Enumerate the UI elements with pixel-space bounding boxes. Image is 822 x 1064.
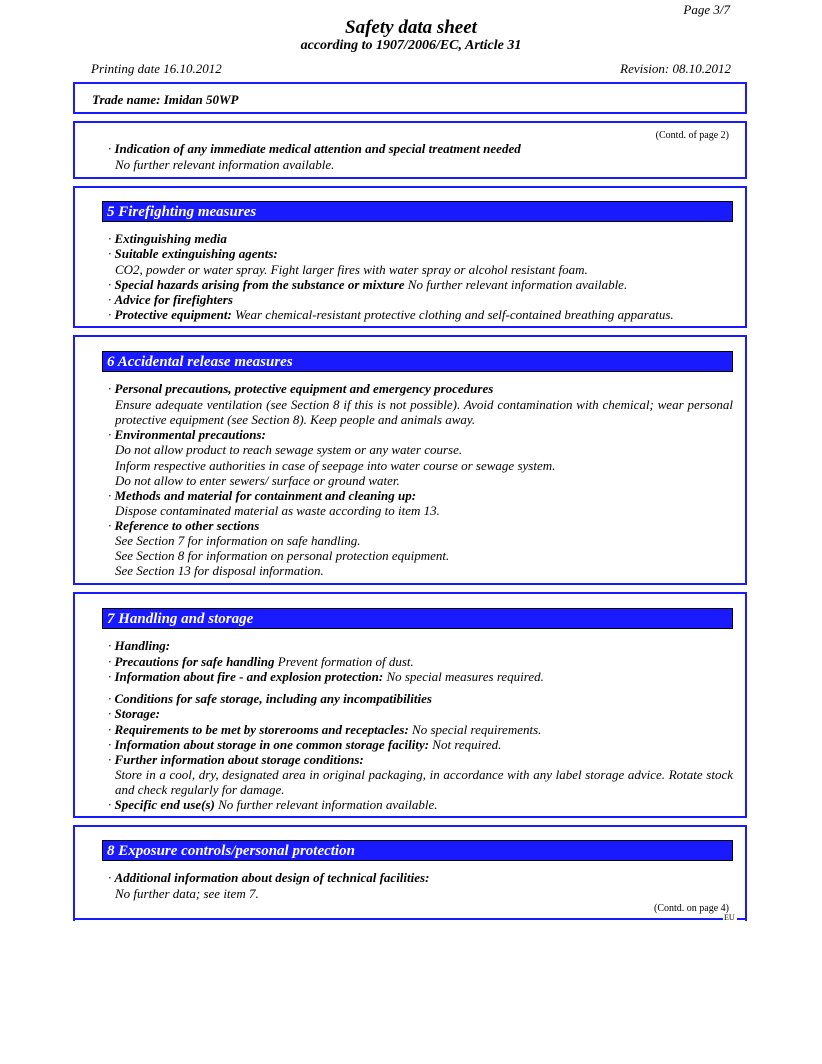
printing-date: Printing date 16.10.2012 (91, 61, 222, 76)
protective-equipment: · Protective equipment: Wear chemical-resistant protective clothing and self-contained breathing apparatus. (108, 307, 674, 322)
technical-facilities-label: · Additional information about design of technical facilities: (108, 870, 430, 885)
ref-line-1: See Section 7 for information on safe handling. (115, 533, 361, 548)
section4-text: No further relevant information available. (115, 157, 335, 172)
env-precautions-label: · Environmental precautions: (108, 427, 266, 442)
storeroom-requirements: · Requirements to be met by storerooms and receptacles: No special requirements. (108, 722, 542, 737)
extinguishing-media: · Extinguishing media (108, 231, 227, 246)
common-storage-info: · Information about storage in one common storage facility: Not required. (108, 737, 502, 752)
ref-line-2: See Section 8 for information on personal protection equipment. (115, 548, 450, 563)
trade-name-box (73, 82, 747, 114)
storage-label: · Storage: (108, 706, 160, 721)
personal-precautions-label: · Personal precautions, protective equipment and emergency procedures (108, 381, 494, 396)
suitable-agents-label: · Suitable extinguishing agents: (108, 246, 278, 261)
methods-label: · Methods and material for containment and cleaning up: (108, 488, 417, 503)
page-number: Page 3/7 (683, 2, 730, 17)
eu-marker: EU (724, 913, 735, 922)
trade-name: Trade name: Imidan 50WP (92, 92, 239, 107)
further-storage-label: · Further information about storage conditions: (108, 752, 364, 767)
env-line-3: Do not allow to enter sewers/ surface or ground water. (115, 473, 400, 488)
personal-precautions-text: Ensure adequate ventilation (see Section 8 if this is not possible). Avoid contamination with chemical; wear personal protective equipment (see Section 8). Keep people and animals away. (115, 397, 733, 427)
document-title: Safety data sheet (345, 17, 477, 38)
section-8 (73, 825, 747, 921)
section-6 (73, 335, 747, 585)
fire-explosion-info: · Information about fire - and explosion protection: No special measures required. (108, 669, 544, 684)
reference-label: · Reference to other sections (108, 518, 260, 533)
further-storage-text: Store in a cool, dry, designated area in original packaging, in accordance with any label storage advice. Rotate stock and check regularly for damage. (115, 767, 733, 797)
section-5 (73, 186, 747, 328)
section-7-title: 7 Handling and storage (102, 608, 733, 629)
revision-date: Revision: 08.10.2012 (620, 61, 731, 76)
suitable-agents-text: CO2, powder or water spray. Fight larger fires with water spray or alcohol resistant foam. (115, 262, 588, 277)
env-line-2: Inform respective authorities in case of seepage into water course or sewage system. (115, 458, 556, 473)
special-hazards: · Special hazards arising from the substance or mixture No further relevant information available. (108, 277, 628, 292)
specific-end-use: · Specific end use(s) No further relevant information available. (108, 797, 438, 812)
bottom-rule-left (73, 918, 723, 920)
bottom-rule-right (737, 918, 747, 920)
conditions-safe-storage: · Conditions for safe storage, including any incompatibilities (108, 691, 432, 706)
section4-heading: · Indication of any immediate medical attention and special treatment needed (108, 141, 521, 156)
contd-on-label: (Contd. on page 4) (654, 903, 729, 914)
section-4-continued (73, 121, 747, 179)
document-subtitle: according to 1907/2006/EC, Article 31 (300, 38, 522, 53)
advice-firefighters: · Advice for firefighters (108, 292, 233, 307)
precautions-safe-handling: · Precautions for safe handling Prevent formation of dust. (108, 654, 414, 669)
handling-label: · Handling: (108, 638, 171, 653)
section-8-title: 8 Exposure controls/personal protection (102, 840, 733, 861)
env-line-1: Do not allow product to reach sewage system or any water course. (115, 442, 463, 457)
section-6-title: 6 Accidental release measures (102, 351, 733, 372)
section-7 (73, 592, 747, 818)
contd-from-label: (Contd. of page 2) (655, 130, 729, 141)
section-5-title: 5 Firefighting measures (102, 201, 733, 222)
methods-text: Dispose contaminated material as waste according to item 13. (115, 503, 440, 518)
technical-facilities-text: No further data; see item 7. (115, 886, 259, 901)
ref-line-3: See Section 13 for disposal information. (115, 563, 324, 578)
